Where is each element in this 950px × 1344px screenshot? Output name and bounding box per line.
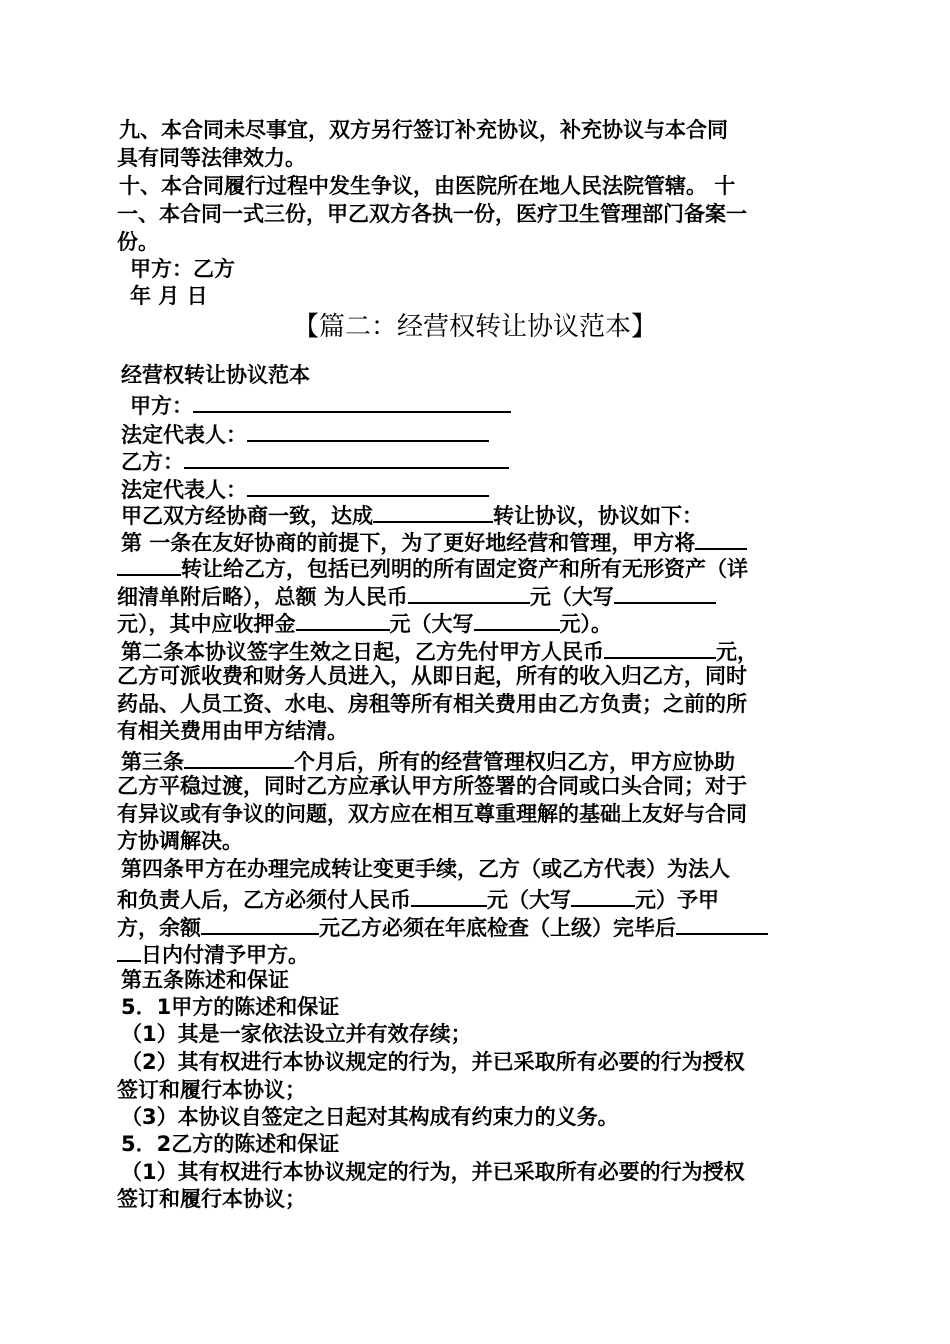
party-a-row xyxy=(130,390,850,420)
article-one-blank-1 xyxy=(695,527,747,550)
article-five-title: 第五条陈述和保证 xyxy=(121,968,289,992)
article-four-blank-4 xyxy=(676,912,768,935)
article-four-text-2b: 元（大写 xyxy=(487,888,571,912)
article-two-blank-1 xyxy=(604,636,716,659)
article-one-text-2: 转让给乙方，包括已列明的所有固定资产和所有无形资产（详 xyxy=(181,557,748,581)
article-two-line-3: 药品、人员工资、水电、房租等所有相关费用由乙方负责；之前的所 xyxy=(117,692,747,716)
article-one-line-2 xyxy=(117,553,837,583)
article-four-text-3a: 方，余额 xyxy=(117,916,201,940)
consensus-text-post: 转让协议，协议如下： xyxy=(493,504,703,528)
article-four-line-3 xyxy=(117,912,837,942)
section-5-1-item-1: （1）其是一家依法设立并有效存续； xyxy=(121,1022,472,1046)
party-b-label: 乙方： xyxy=(121,450,184,474)
article-four-blank-3 xyxy=(201,912,319,935)
article-four-text-3b: 元乙方必须在年底检查（上级）完毕后 xyxy=(319,916,676,940)
article-one-text-1: 第 一条在友好协商的前提下，为了更好地经营和管理，甲方将 xyxy=(121,531,696,555)
section-heading: 【篇二：经营权转让协议范本】 xyxy=(292,312,657,342)
rep-a-label: 法定代表人： xyxy=(121,423,247,447)
article-two-text-1a: 第二条本协议签字生效之日起，乙方先付甲方人民币 xyxy=(121,640,604,664)
party-b-row xyxy=(121,446,841,476)
signature-parties: 甲方：乙方 xyxy=(130,257,235,281)
rep-b-blank xyxy=(247,474,489,497)
article-one-blank-6 xyxy=(474,608,560,631)
consensus-row xyxy=(121,500,841,530)
article-two-line-2: 乙方可派收费和财务人员进入，从即日起，所有的收入归乙方，同时 xyxy=(117,664,747,688)
section-5-1-item-2-line-1: （2）其有权进行本协议规定的行为，并已采取所有必要的行为授权 xyxy=(121,1050,745,1074)
clause-eleven-line-2: 份。 xyxy=(117,230,159,254)
article-two-line-1 xyxy=(121,636,841,666)
article-three-line-2: 乙方平稳过渡，同时乙方应承认甲方所签署的合同或口头合同；对于 xyxy=(117,774,747,798)
article-four-text-4: 日内付清予甲方。 xyxy=(141,943,309,967)
article-three-text-1a: 第三条 xyxy=(121,750,184,774)
section-5-2-item-1-line-1: （1）其有权进行本协议规定的行为，并已采取所有必要的行为授权 xyxy=(121,1160,745,1184)
party-b-blank xyxy=(184,446,509,469)
article-one-line-3 xyxy=(117,581,837,611)
article-one-text-3b: 元（大写 xyxy=(529,585,614,609)
rep-a-blank xyxy=(247,419,489,442)
clause-nine-line-2: 具有同等法律效力。 xyxy=(117,146,306,170)
article-three-line-4: 方协调解决。 xyxy=(117,829,243,853)
article-two-text-1b: 元， xyxy=(716,640,758,664)
agreement-title: 经营权转让协议范本 xyxy=(121,363,310,387)
article-one-line-4 xyxy=(117,608,837,638)
party-a-label: 甲方： xyxy=(130,394,193,418)
article-one-blank-5 xyxy=(296,608,390,631)
article-one-text-4b: 元（大写 xyxy=(389,612,474,636)
article-three-blank-1 xyxy=(184,746,294,769)
section-5-2-title: 5．2乙方的陈述和保证 xyxy=(121,1132,340,1156)
article-four-line-4 xyxy=(117,939,837,969)
rep-b-label: 法定代表人： xyxy=(121,478,247,502)
rep-a-row xyxy=(121,419,841,449)
section-5-1-title: 5．1甲方的陈述和保证 xyxy=(121,995,340,1019)
section-5-2-item-1-line-2: 签订和履行本协议； xyxy=(117,1187,306,1211)
article-one-text-4a: 元），其中应收押金 xyxy=(117,612,296,636)
article-one-blank-2 xyxy=(117,553,181,576)
article-three-line-3: 有异议或有争议的问题，双方应在相互尊重理解的基础上友好与合同 xyxy=(117,802,747,826)
party-a-blank xyxy=(193,390,511,413)
article-three-line-1 xyxy=(121,746,841,776)
article-one-text-4c: 元）。 xyxy=(559,612,612,636)
article-one-blank-4 xyxy=(614,581,716,604)
consensus-text-pre: 甲乙双方经协商一致，达成 xyxy=(121,504,373,528)
article-four-text-2a: 和负责人后，乙方必须付人民币 xyxy=(117,888,411,912)
article-one-text-3a: 细清单附后略），总额 为人民币 xyxy=(117,585,408,609)
article-four-blank-1 xyxy=(411,884,487,907)
section-5-1-item-3: （3）本协议自签定之日起对其构成有约束力的义务。 xyxy=(121,1105,619,1129)
article-one-blank-3 xyxy=(408,581,530,604)
signature-date: 年 月 日 xyxy=(130,284,208,308)
article-four-text-2c: 元）予甲 xyxy=(635,888,719,912)
clause-nine-line-1: 九、本合同未尽事宜，双方另行签订补充协议，补充协议与本合同 xyxy=(119,118,728,142)
article-four-blank-5 xyxy=(117,939,141,962)
article-four-line-1: 第四条甲方在办理完成转让变更手续，乙方（或乙方代表）为法人 xyxy=(121,857,730,881)
article-four-line-2 xyxy=(117,884,837,914)
clause-eleven-line-1: 一、本合同一式三份，甲乙双方各执一份，医疗卫生管理部门备案一 xyxy=(117,202,747,226)
clause-ten-line-1: 十、本合同履行过程中发生争议，由医院所在地人民法院管辖。 十 xyxy=(119,174,736,198)
article-three-text-1b: 个月后，所有的经营管理权归乙方，甲方应协助 xyxy=(294,750,735,774)
article-two-line-4: 有相关费用由甲方结清。 xyxy=(117,719,348,743)
consensus-blank xyxy=(373,500,493,523)
article-four-blank-2 xyxy=(571,884,635,907)
section-5-1-item-2-line-2: 签订和履行本协议； xyxy=(117,1078,306,1102)
